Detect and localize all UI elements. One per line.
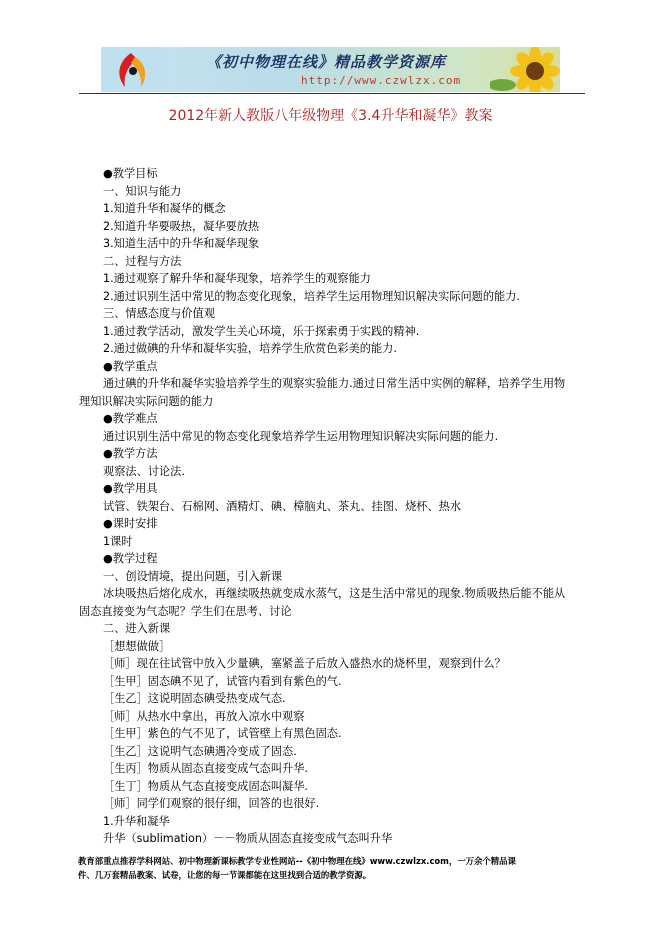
body-line: 升华（sublimation）－－物质从固态直接变成气态叫升华 xyxy=(103,832,393,845)
body-line: ［生乙］这说明气态碘遇冷变成了固态. xyxy=(103,744,297,758)
banner-title: 《初中物理在线》精品教学资源库 xyxy=(206,53,447,71)
page-footer xyxy=(78,854,583,882)
paragraph xyxy=(79,585,589,620)
body-line: ［生乙］这说明固态碘受热变成气态. xyxy=(103,692,286,705)
body-line: 二、过程与方法 xyxy=(103,254,182,268)
body-line: 通过识别生活中常见的物态变化现象培养学生运用物理知识解决实际问题的能力. xyxy=(103,429,499,443)
body-line: ●教学过程 xyxy=(103,552,158,565)
body-line: 观察法、讨论法. xyxy=(103,464,185,478)
body-line: ●教学目标 xyxy=(103,167,158,180)
paragraph-first-line: 冰块吸热后熔化成水，再继续吸热就变成水蒸气，这是生活中常见的现象.物质吸热后能不能从 xyxy=(103,587,566,600)
body-line: 2.通过做碘的升华和凝华实验，培养学生欣赏色彩美的能力. xyxy=(103,342,397,355)
site-logo-icon xyxy=(101,47,167,92)
sunflower-icon xyxy=(490,47,560,92)
body-line: 一、知识与能力 xyxy=(103,184,182,198)
footer-line: 件、几万套精品教案、试卷，让您的每一节课都能在这里找到合适的教学资源。 xyxy=(78,870,372,880)
body-line: ［师］同学们观察的很仔细，回答的也很好. xyxy=(103,797,320,810)
body-line: 三、情感态度与价值观 xyxy=(103,307,215,320)
document-title: 2012年新人教版八年级物理《3.4升华和凝华》教案 xyxy=(168,108,493,124)
paragraph-continuation: 固态直接变为气态呢？学生们在思考、讨论 xyxy=(79,604,292,618)
body-line: ●教学重点 xyxy=(103,359,158,373)
body-line: 2.通过识别生活中常见的物态变化现象，培养学生运用物理知识解决实际问题的能力. xyxy=(103,289,520,303)
body-line: ［师］从热水中拿出，再放入凉水中观察 xyxy=(103,709,305,723)
body-line: ［生甲］固态碘不见了，试管内看到有紫色的气. xyxy=(103,674,342,688)
body-line: 3.知道生活中的升华和凝华现象 xyxy=(103,237,260,250)
body-line: ［师］现在往试管中放入少量碘，塞紧盖子后放入盛热水的烧杯里，观察到什么？ xyxy=(103,657,506,670)
body-line: 1.知道升华和凝华的概念 xyxy=(103,202,226,215)
body-line: 试管、铁架台、石棉网、酒精灯、碘、樟脑丸、茶丸、挂图、烧杯、热水 xyxy=(103,499,462,513)
document-body xyxy=(79,165,589,848)
body-line: 1课时 xyxy=(103,534,133,548)
body-line: ●课时安排 xyxy=(103,517,158,530)
banner-url: http://www.czwlzx.com xyxy=(301,74,462,87)
body-line: ●教学难点 xyxy=(103,412,158,425)
body-line: ●教学用具 xyxy=(103,482,158,495)
body-line: 1.通过观察了解升华和凝华现象，培养学生的观察能力 xyxy=(103,272,371,285)
body-line: 1.升华和凝华 xyxy=(103,814,170,828)
body-line: ［生甲］紫色的气不见了，试管壁上有黑色固态. xyxy=(103,727,342,740)
body-line: ［想想做做］ xyxy=(103,639,171,653)
body-line: ［生丁］物质从气态直接变成固态叫凝华. xyxy=(103,779,308,793)
paragraph-continuation: 理知识解决实际问题的能力 xyxy=(79,394,214,408)
header-divider xyxy=(79,93,585,94)
body-line: ●教学方法 xyxy=(103,447,158,460)
paragraph xyxy=(79,375,589,410)
body-line: 一、创设情境，提出问题，引入新课 xyxy=(103,569,283,583)
body-line: 2.知道升华要吸热，凝华要放热 xyxy=(103,219,260,233)
footer-line: 教育部重点推荐学科网站、初中物理新课标教学专业性网站--《初中物理在线》www.czwlzx.com，一万余个精品课 xyxy=(78,856,516,866)
body-line: 二、进入新课 xyxy=(103,622,171,635)
header-banner xyxy=(101,47,560,92)
paragraph-first-line: 通过碘的升华和凝华实验培养学生的观察实验能力.通过日常生活中实例的解释，培养学生用物 xyxy=(103,377,566,390)
body-line: 1.通过教学活动，激发学生关心环境，乐于探索勇于实践的精神. xyxy=(103,324,420,338)
body-line: ［生丙］物质从固态直接变成气态叫升华. xyxy=(103,762,308,775)
